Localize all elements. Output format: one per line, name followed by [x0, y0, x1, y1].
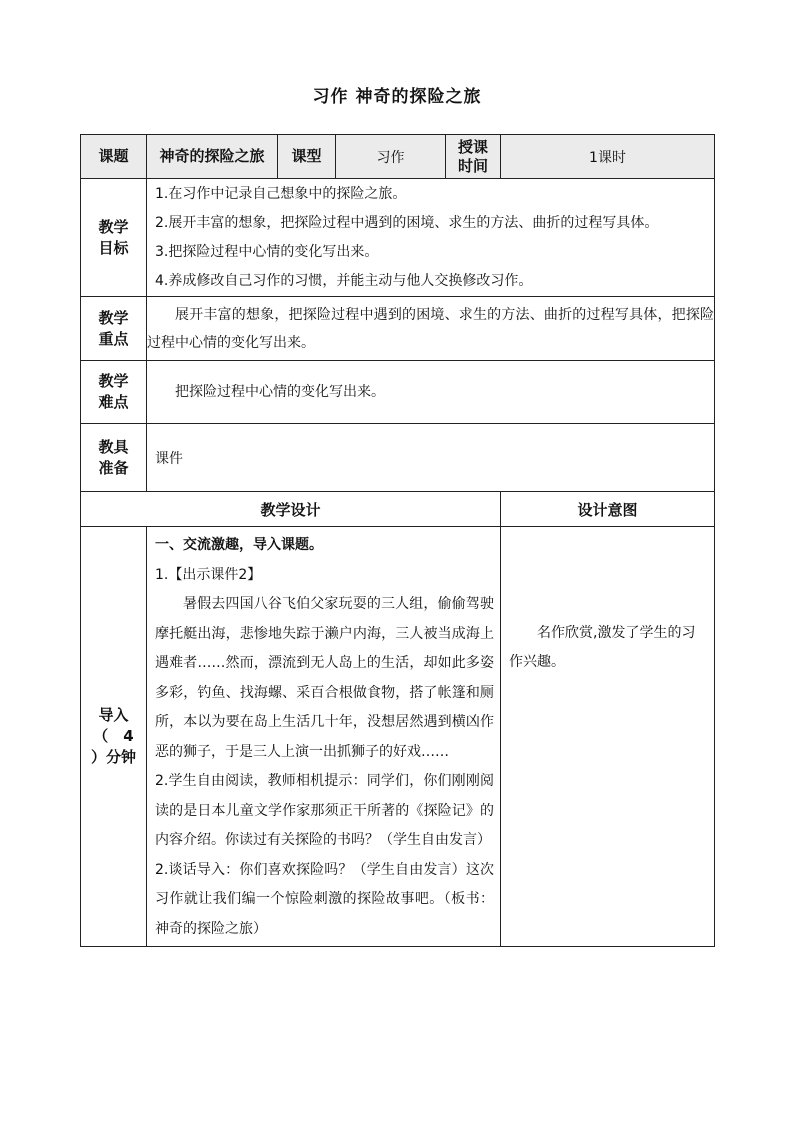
tools-row: [81, 424, 715, 492]
design-header-row: [81, 492, 715, 527]
intro-intent: [501, 527, 715, 947]
goal-item: 1.在习作中记录自己想象中的探险之旅。: [155, 185, 407, 202]
time-label-line-1: 授课: [457, 137, 488, 156]
goals-content: [147, 179, 715, 297]
intro-row: [81, 527, 715, 947]
intent-header: 设计意图: [501, 492, 715, 527]
key-label-line-1: 教学: [98, 308, 129, 327]
intro-intent-text: 名作欣赏,激发了学生的习作兴趣。: [509, 625, 696, 670]
goals-label: [81, 179, 147, 297]
intro-content: [147, 527, 501, 947]
goals-label-line-2: 目标: [98, 238, 129, 257]
intro-step-2: 2.学生自由阅读，教师相机提示：同学们，你们刚刚阅读的是日本儿童文学作家那须正干所著的《探险记》的内容介绍。你读过有关探险的书吗？（学生自由发言）: [155, 773, 494, 848]
design-header: 教学设计: [81, 492, 501, 527]
key-label-line-2: 重点: [98, 329, 129, 348]
tools-content: 课件: [147, 424, 715, 492]
topic-value: 神奇的探险之旅: [147, 135, 278, 179]
intro-label-line-1: 导入: [98, 706, 129, 724]
time-label: [446, 135, 501, 179]
intro-label-line-2: （ 4: [93, 727, 134, 745]
difficulty-label-line-1: 教学: [98, 372, 129, 390]
tools-label-line-1: 教具: [98, 437, 129, 456]
intro-label-line-3: ）分钟: [90, 748, 136, 766]
key-row: [81, 297, 715, 361]
goal-item: 4.养成修改自己习作的习惯，并能主动与他人交换修改习作。: [155, 272, 533, 289]
key-label: [81, 297, 147, 361]
difficulty-label-line-2: 难点: [98, 393, 129, 411]
goal-item: 3.把探险过程中心情的变化写出来。: [155, 243, 379, 260]
key-content: 展开丰富的想象，把探险过程中遇到的困境、求生的方法、曲折的过程写具体，把探险过程中心情的变化写出来。: [147, 297, 715, 361]
intro-story: 暑假去四国八谷飞伯父家玩耍的三人组，偷偷驾驶摩托艇出海，悲惨地失踪于濑户内海，三人被当成海上遇难者……然而，漂流到无人岛上的生活，却如此多姿多彩，钓鱼、找海螺、采百合根做食物，搭了帐篷和厕所，本以为要在岛上生活几十年，没想居然遇到横凶作恶的狮子，于是三人上演一出抓狮子的好戏……: [155, 596, 494, 760]
type-label: 课型: [278, 135, 336, 179]
goals-row: [81, 179, 715, 297]
tools-label: [81, 424, 147, 492]
tools-label-line-2: 准备: [98, 458, 129, 477]
intro-step-1: 1.【出示课件2】: [155, 566, 262, 583]
difficulty-row: [81, 361, 715, 424]
time-label-line-2: 时间: [457, 156, 488, 175]
difficulty-content: 把探险过程中心情的变化写出来。: [147, 361, 715, 424]
info-row: [81, 135, 715, 179]
intro-label: [81, 527, 147, 947]
type-value: 习作: [336, 135, 446, 179]
topic-label: 课题: [81, 135, 147, 179]
intro-step-3: 2.谈话导入：你们喜欢探险吗？（学生自由发言）这次习作就让我们编一个惊险刺激的探险故事吧。（板书：神奇的探险之旅）: [155, 861, 494, 937]
goal-item: 2.展开丰富的想象，把探险过程中遇到的困境、求生的方法、曲折的过程写具体。: [155, 214, 659, 231]
time-value: 1课时: [501, 135, 715, 179]
intro-heading: 一、交流激趣，导入课题。: [155, 537, 323, 553]
lesson-plan-table: [80, 134, 715, 947]
page-title: 习作 神奇的探险之旅: [312, 87, 482, 107]
goals-label-line-1: 教学: [98, 217, 129, 236]
difficulty-label: [81, 361, 147, 424]
